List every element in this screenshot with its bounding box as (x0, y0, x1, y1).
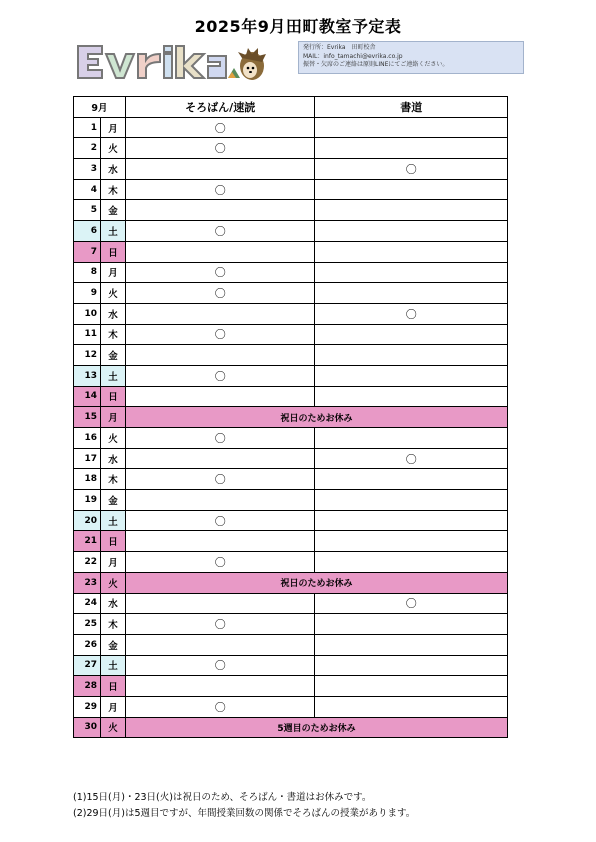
shodo-cell: 〇 (315, 448, 508, 469)
weekday: 水 (100, 448, 125, 469)
soroban-cell: 〇 (125, 262, 315, 283)
day-number: 19 (74, 490, 101, 511)
day-number: 7 (74, 241, 101, 262)
day-number: 3 (74, 159, 101, 180)
soroban-cell (125, 303, 315, 324)
day-number: 5 (74, 200, 101, 221)
page-title: 2025年9月田町教室予定表 (194, 17, 402, 36)
evrika-logo (76, 42, 266, 82)
soroban-cell (125, 490, 315, 511)
publisher-info-box (298, 41, 524, 74)
soroban-cell: 〇 (125, 324, 315, 345)
day-number: 10 (74, 303, 101, 324)
soroban-cell: 〇 (125, 696, 315, 717)
day-number: 28 (74, 676, 101, 697)
closure-note: 祝日のためお休み (125, 572, 507, 593)
shodo-cell (315, 614, 508, 635)
soroban-cell: 〇 (125, 614, 315, 635)
publisher-line: 発行所：Evrika 田町校舎 (303, 44, 376, 51)
soroban-cell: 〇 (125, 655, 315, 676)
weekday: 月 (100, 407, 125, 428)
soroban-cell (125, 676, 315, 697)
table-row (74, 407, 508, 428)
soroban-cell: 〇 (125, 117, 315, 138)
soroban-cell: 〇 (125, 469, 315, 490)
shodo-cell (315, 510, 508, 531)
shodo-cell (315, 283, 508, 304)
table-row (74, 552, 508, 573)
shodo-cell (315, 179, 508, 200)
weekday: 日 (100, 241, 125, 262)
weekday: 土 (100, 510, 125, 531)
day-number: 12 (74, 345, 101, 366)
weekday: 火 (100, 717, 125, 738)
shodo-cell (315, 428, 508, 449)
soroban-cell: 〇 (125, 179, 315, 200)
closure-note: 祝日のためお休み (125, 407, 507, 428)
table-row (74, 510, 508, 531)
day-number: 27 (74, 655, 101, 676)
table-row (74, 614, 508, 635)
weekday: 木 (100, 324, 125, 345)
shodo-cell (315, 386, 508, 407)
weekday: 土 (100, 221, 125, 242)
shodo-cell (315, 221, 508, 242)
day-number: 18 (74, 469, 101, 490)
table-row (74, 241, 508, 262)
table-row (74, 655, 508, 676)
day-number: 11 (74, 324, 101, 345)
soroban-cell (125, 200, 315, 221)
soroban-cell: 〇 (125, 283, 315, 304)
table-row (74, 117, 508, 138)
table-row (74, 469, 508, 490)
shodo-header: 書道 (315, 97, 508, 118)
shodo-cell (315, 696, 508, 717)
table-header-row (74, 97, 508, 118)
table-row (74, 365, 508, 386)
weekday: 火 (100, 283, 125, 304)
weekday: 土 (100, 655, 125, 676)
day-number: 13 (74, 365, 101, 386)
table-row (74, 428, 508, 449)
shodo-cell (315, 241, 508, 262)
weekday: 木 (100, 179, 125, 200)
weekday: 日 (100, 676, 125, 697)
table-row (74, 159, 508, 180)
shodo-cell (315, 676, 508, 697)
day-number: 9 (74, 283, 101, 304)
table-row (74, 138, 508, 159)
shodo-cell (315, 531, 508, 552)
table-row (74, 593, 508, 614)
day-number: 20 (74, 510, 101, 531)
weekday: 水 (100, 303, 125, 324)
weekday: 火 (100, 138, 125, 159)
month-header: 9月 (74, 97, 126, 118)
table-row (74, 179, 508, 200)
soroban-cell: 〇 (125, 428, 315, 449)
contact-note-line: 振替・欠席のご連絡は原則LINEにてご連絡ください。 (303, 61, 449, 68)
soroban-cell (125, 634, 315, 655)
table-row (74, 676, 508, 697)
soroban-cell (125, 593, 315, 614)
shodo-cell (315, 634, 508, 655)
weekday: 火 (100, 572, 125, 593)
weekday: 月 (100, 117, 125, 138)
day-number: 16 (74, 428, 101, 449)
day-number: 4 (74, 179, 101, 200)
soroban-cell: 〇 (125, 365, 315, 386)
soroban-cell (125, 531, 315, 552)
soroban-cell (125, 386, 315, 407)
day-number: 1 (74, 117, 101, 138)
day-number: 29 (74, 696, 101, 717)
shodo-cell (315, 552, 508, 573)
soroban-cell: 〇 (125, 552, 315, 573)
soroban-cell: 〇 (125, 138, 315, 159)
soroban-cell (125, 345, 315, 366)
table-row (74, 221, 508, 242)
day-number: 6 (74, 221, 101, 242)
weekday: 月 (100, 552, 125, 573)
day-number: 23 (74, 572, 101, 593)
day-number: 24 (74, 593, 101, 614)
shodo-cell (315, 262, 508, 283)
shodo-cell (315, 345, 508, 366)
soroban-cell: 〇 (125, 221, 315, 242)
day-number: 30 (74, 717, 101, 738)
weekday: 金 (100, 634, 125, 655)
table-row (74, 634, 508, 655)
weekday: 日 (100, 386, 125, 407)
table-row (74, 262, 508, 283)
schedule-table (73, 96, 508, 738)
weekday: 木 (100, 614, 125, 635)
soroban-cell (125, 159, 315, 180)
day-number: 17 (74, 448, 101, 469)
table-row (74, 572, 508, 593)
soroban-cell (125, 241, 315, 262)
shodo-cell (315, 365, 508, 386)
weekday: 日 (100, 531, 125, 552)
weekday: 月 (100, 696, 125, 717)
table-row (74, 200, 508, 221)
shodo-cell: 〇 (315, 159, 508, 180)
weekday: 金 (100, 490, 125, 511)
day-number: 26 (74, 634, 101, 655)
day-number: 15 (74, 407, 101, 428)
weekday: 土 (100, 365, 125, 386)
table-row (74, 345, 508, 366)
weekday: 水 (100, 159, 125, 180)
soroban-header: そろばん/速読 (125, 97, 315, 118)
shodo-cell: 〇 (315, 593, 508, 614)
soroban-cell: 〇 (125, 510, 315, 531)
shodo-cell (315, 490, 508, 511)
weekday: 金 (100, 200, 125, 221)
table-row (74, 303, 508, 324)
shodo-cell (315, 469, 508, 490)
table-row (74, 696, 508, 717)
table-row (74, 490, 508, 511)
weekday: 木 (100, 469, 125, 490)
shodo-cell: 〇 (315, 303, 508, 324)
closure-note: 5週目のためお休み (125, 717, 507, 738)
table-row (74, 386, 508, 407)
day-number: 21 (74, 531, 101, 552)
weekday: 月 (100, 262, 125, 283)
note-2: (2)29日(月)は5週目ですが、年間授業回数の関係でそろばんの授業があります。 (73, 808, 416, 819)
weekday: 水 (100, 593, 125, 614)
shodo-cell (315, 138, 508, 159)
note-1: (1)15日(月)・23日(火)は祝日のため、そろばん・書道はお休みです。 (73, 792, 372, 803)
day-number: 8 (74, 262, 101, 283)
table-row (74, 531, 508, 552)
day-number: 2 (74, 138, 101, 159)
shodo-cell (315, 117, 508, 138)
weekday: 金 (100, 345, 125, 366)
day-number: 22 (74, 552, 101, 573)
notes (73, 790, 415, 822)
shodo-cell (315, 324, 508, 345)
shodo-cell (315, 200, 508, 221)
table-row (74, 283, 508, 304)
shodo-cell (315, 655, 508, 676)
weekday: 火 (100, 428, 125, 449)
table-row (74, 717, 508, 738)
mail-line: MAIL：info_tamachi@evrika.co.jp (303, 52, 403, 60)
table-row (74, 324, 508, 345)
table-row (74, 448, 508, 469)
soroban-cell (125, 448, 315, 469)
day-number: 25 (74, 614, 101, 635)
day-number: 14 (74, 386, 101, 407)
